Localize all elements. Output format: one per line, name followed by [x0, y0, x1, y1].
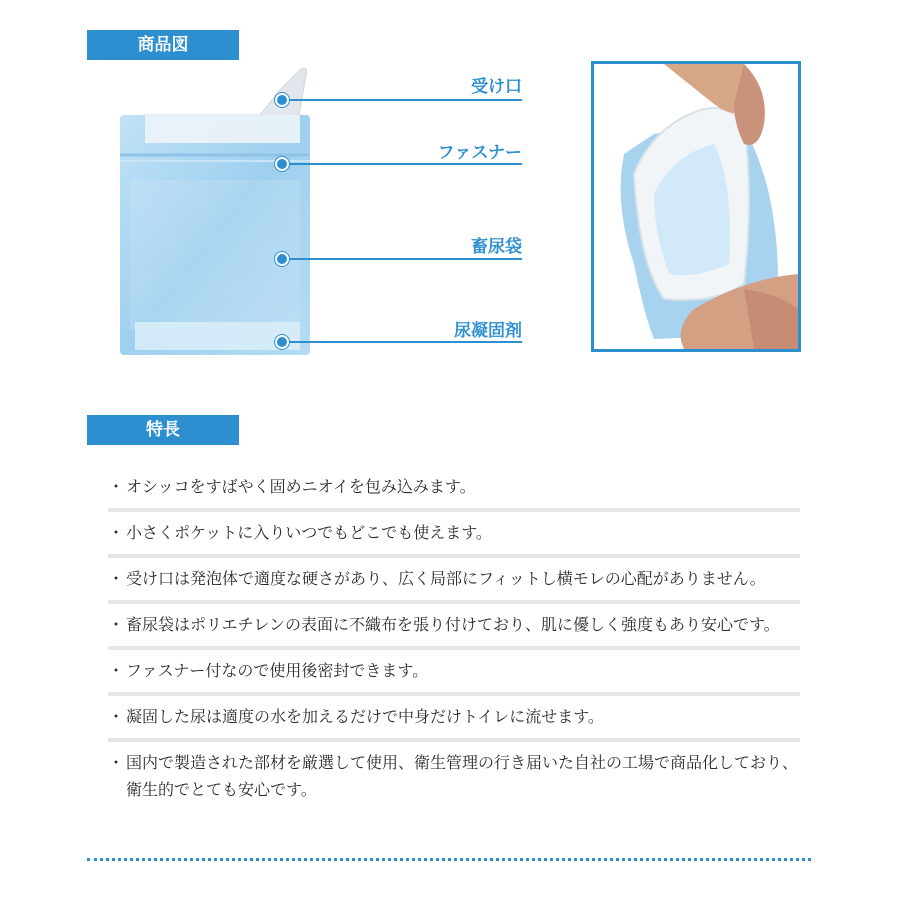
- feature-item: [108, 558, 800, 604]
- feature-text: 小さくポケットに入りいつでもどこでも使えます。: [126, 523, 492, 542]
- callout-label-urine-bag: 畜尿袋: [471, 237, 522, 257]
- feature-text: 受け口は発泡体で適度な硬さがあり、広く局部にフィットし横モレの心配がありません。: [126, 569, 766, 588]
- bullet: ・: [108, 753, 125, 772]
- bullet: ・: [108, 523, 125, 542]
- callout-dot-coagulant: [275, 335, 289, 349]
- callout-dot-urine-bag: [275, 252, 289, 266]
- callout-dot-zipper: [275, 157, 289, 171]
- callout-label-coagulant: 尿凝固剤: [454, 321, 522, 341]
- product-diagram-heading: 商品図: [87, 30, 239, 60]
- bullet: ・: [108, 707, 125, 726]
- callout-line-receiver: [282, 99, 522, 101]
- callout-label-zipper: ファスナー: [437, 143, 522, 163]
- feature-item: [108, 512, 800, 558]
- feature-item: [108, 742, 800, 811]
- feature-item: [108, 650, 800, 696]
- callout-line-urine-bag: [282, 258, 522, 260]
- callout-label-receiver: 受け口: [471, 77, 522, 97]
- bullet: ・: [108, 615, 125, 634]
- feature-text: ファスナー付なので使用後密封できます。: [126, 661, 429, 680]
- bullet: ・: [108, 477, 125, 496]
- feature-text: 凝固した尿は適度の水を加えるだけで中身だけトイレに流せます。: [126, 707, 604, 726]
- feature-item: [108, 604, 800, 650]
- urine-bag-illustration: [110, 60, 340, 360]
- feature-text: 国内で製造された部材を厳選して使用、衛生管理の行き届いた自社の工場で商品化しており、衛生的でとても安心です。: [126, 753, 799, 799]
- dotted-divider: [87, 858, 811, 861]
- callout-line-zipper: [282, 163, 522, 165]
- features-heading: 特長: [87, 415, 239, 445]
- callout-line-coagulant: [282, 341, 522, 343]
- feature-text: オシッコをすばやく固めニオイを包み込みます。: [126, 477, 476, 496]
- bullet: ・: [108, 661, 125, 680]
- bullet: ・: [108, 569, 125, 588]
- product-photo: [591, 61, 801, 352]
- feature-item: [108, 696, 800, 742]
- feature-text: 畜尿袋はポリエチレンの表面に不織布を張り付けており、肌に優しく強度もあり安心です。: [126, 615, 780, 634]
- callout-dot-receiver: [275, 93, 289, 107]
- feature-item: [108, 466, 800, 512]
- feature-list: [108, 466, 800, 811]
